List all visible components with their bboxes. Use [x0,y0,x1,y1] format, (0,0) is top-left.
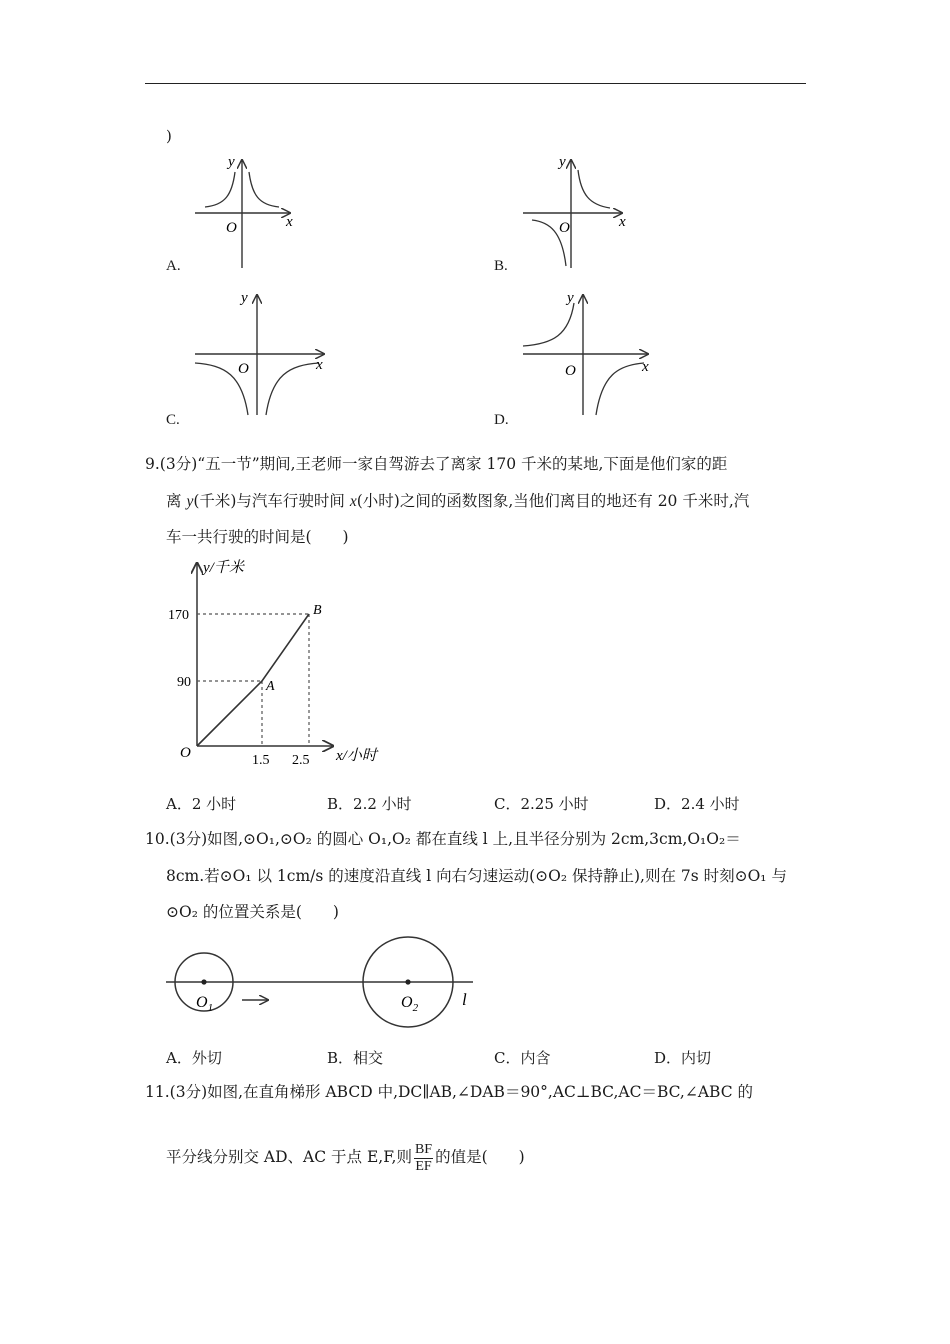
curve-lower-right [266,363,319,415]
q11-score: (3分) [169,1083,208,1101]
o1-label: $O_1$ [196,994,214,1014]
q10-number: 10. [145,830,170,848]
q8-graph-a [190,150,300,270]
curve-upper-right [578,170,610,208]
origin-label: O [180,745,191,761]
fraction-numerator: BF [414,1141,433,1157]
q11-text-2a: 平分线分别交 AD、AC 于点 E,F,则 [166,1148,412,1166]
line-l-label: l [462,990,467,1009]
point-b-label: B [313,603,322,618]
q9-text-2c: (小时)之间的函数图象,当他们离目的地还有 20 千米时,汽 [356,492,750,510]
origin-label: O [565,363,576,379]
q11-line-1 [145,1081,753,1103]
q11-text-1: 如图,在直角梯形 ABCD 中,DC∥AB,∠DAB＝90°,AC⊥BC,AC＝BC,∠ABC 的 [207,1083,754,1101]
origin-label: O [559,220,570,236]
q10-choice-d[interactable]: D．内切 [654,1049,712,1067]
q10-circles-figure [160,930,480,1030]
y-label: y [228,154,235,170]
x-axis-label: x/小时 [336,748,377,764]
q9-choice-b[interactable]: B．2.2 小时 [327,795,412,813]
q9-var-y: y [186,493,194,510]
curve-right [249,172,279,207]
curve-lower-right [596,363,644,415]
x-tick-1.5: 1.5 [252,753,270,768]
q9-score: (3分) [159,455,198,473]
curve-upper-left [523,303,574,346]
q9-choice-a[interactable]: A．2 小时 [166,795,237,813]
q9-choice-c[interactable]: C．2.25 小时 [494,795,589,813]
q9-var-x: x [349,493,357,510]
o2-label: $O_2$ [401,994,419,1014]
x-tick-2.5: 2.5 [292,753,310,768]
q11-line-2 [166,1140,525,1175]
q8-graph-c [190,285,335,420]
y-axis-label: y/千米 [203,560,244,576]
q10-choice-a[interactable]: A．外切 [166,1049,222,1067]
q9-line-1 [145,453,727,475]
q9-choice-d[interactable]: D．2.4 小时 [654,795,740,813]
q9-text-2a: 离 [166,492,187,510]
header-rule [145,83,806,84]
q11-text-2b: 的值是( ) [435,1148,525,1166]
q9-number: 9. [145,455,160,473]
center-o2 [405,979,410,984]
q11-number: 11. [145,1083,170,1101]
x-label: x [316,357,323,373]
q8-option-b[interactable]: B. [494,258,508,274]
q10-choice-c[interactable]: C．内含 [494,1049,551,1067]
y-label: y [567,290,574,306]
q9-distance-time-graph [168,555,393,775]
q8-option-d[interactable]: D. [494,412,509,428]
x-label: x [642,359,649,375]
q8-option-c[interactable]: C. [166,412,180,428]
q8-graph-d [518,285,658,420]
curve-left [205,172,235,207]
q10-line-1 [145,828,741,850]
q10-score: (3分) [169,830,208,848]
q9-text-1: “五一节”期间,王老师一家自驾游去了离家 170 千米的某地,下面是他们家的距 [197,455,728,473]
q10-line-3: ⊙O₂ 的位置关系是( ) [166,903,339,921]
y-tick-170: 170 [168,608,189,623]
q9-text-2b: (千米)与汽车行驶时间 [193,492,350,510]
distance-line [197,614,309,746]
q8-option-a[interactable]: A. [166,258,181,274]
q10-line-2: 8cm.若⊙O₁ 以 1cm/s 的速度沿直线 l 向右匀速运动(⊙O₂ 保持静止),则在 7s 时刻⊙O₁ 与 [166,867,787,885]
q8-graph-b [518,150,633,270]
point-a-label: A [266,679,275,694]
q9-line-2 [166,490,749,513]
q8-close-paren: ) [166,127,172,145]
q9-line-3: 车一共行驶的时间是( ) [166,528,349,546]
x-label: x [286,214,293,230]
q11-fraction [414,1142,433,1175]
x-label: x [619,214,626,230]
q10-text-1: 如图,⊙O₁,⊙O₂ 的圆心 O₁,O₂ 都在直线 l 上,且半径分别为 2cm,3cm,O₁O₂＝ [207,830,741,848]
center-o1 [201,979,206,984]
q10-choice-b[interactable]: B．相交 [327,1049,384,1067]
origin-label: O [226,220,237,236]
fraction-denominator: EF [415,1158,432,1174]
y-label: y [241,290,248,306]
y-tick-90: 90 [177,675,191,690]
y-label: y [559,154,566,170]
origin-label: O [238,361,249,377]
